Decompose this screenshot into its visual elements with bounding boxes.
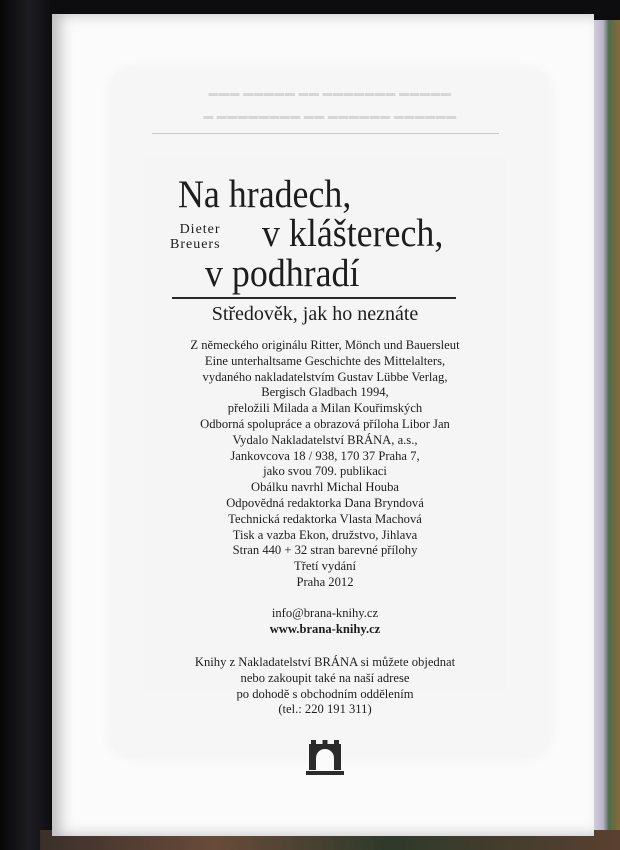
imprint-line: Vydalo Nakladatelství BRÁNA, a.s.,: [232, 432, 418, 447]
imprint-line: Odborná spolupráce a obrazová příloha Libor Jan: [200, 416, 450, 431]
order-note-line: po dohodě s obchodním oddělením: [236, 686, 414, 701]
top-divider: [152, 133, 499, 134]
imprint-line: přeložili Milada a Milan Kouřimských: [227, 401, 423, 416]
imprint-line: Obálku navrhl Michal Houba: [251, 480, 399, 495]
book-subtitle: Středověk, jak ho neznáte: [211, 303, 419, 325]
imprint-line: Třetí vydání: [294, 559, 356, 574]
contact-block: [140, 606, 510, 638]
imprint-line: vydaného nakladatelstvím Gustav Lübbe Verlag,: [202, 369, 448, 384]
publisher-email: info@brana-knihy.cz: [271, 606, 379, 620]
order-note-line: Knihy z Nakladatelství BRÁNA si můžete objednat: [194, 655, 456, 669]
show-through-text-1: ▬▬▬ ▬▬▬▬▬ ▬▬ ▬▬▬▬▬▬▬ ▬▬▬▬▬: [208, 88, 452, 99]
imprint-line: Z německého originálu Ritter, Mönch und Bauersleut: [190, 338, 460, 352]
imprint-line: Praha 2012: [296, 574, 354, 589]
order-note-line: (tel.: 220 191 311): [278, 702, 372, 717]
imprint-line: Jankovcova 18 / 938, 170 37 Praha 7,: [230, 448, 420, 463]
publisher-website: www.brana-knihy.cz: [269, 621, 381, 636]
book-title-line-2: v klášterech,: [262, 212, 444, 255]
brana-gate-icon: [306, 738, 344, 776]
imprint-line: jako svou 709. publikaci: [263, 464, 387, 479]
imprint-line: Bergisch Gladbach 1994,: [261, 385, 389, 400]
book-cover-edge: [592, 20, 620, 835]
order-note-block: [140, 655, 510, 718]
book-title-line-3: v podhradí: [205, 252, 360, 295]
order-note-line: nebo zakoupit také na naší adrese: [240, 670, 410, 685]
imprint-line: Tisk a vazba Ekon, družstvo, Jihlava: [232, 527, 418, 542]
author-name: [170, 222, 221, 252]
imprint-line: Eine unterhaltsame Geschichte des Mittelalters,: [204, 353, 446, 368]
imprint-line: Odpovědná redaktorka Dana Bryndová: [226, 495, 424, 510]
book-spine-shadow: [0, 0, 50, 850]
author-first-name: Dieter: [179, 222, 221, 237]
imprint-block: [140, 338, 510, 591]
imprint-line: Technická redaktorka Vlasta Machová: [228, 511, 422, 526]
title-underline: [172, 297, 456, 299]
imprint-line: Stran 440 + 32 stran barevné přílohy: [232, 543, 418, 558]
show-through-text-2: ▬ ▬▬▬▬▬▬▬▬ ▬▬ ▬▬▬▬▬▬ ▬▬▬▬▬▬: [203, 111, 457, 122]
book-title-line-1: Na hradech,: [178, 173, 352, 216]
author-last-name: Breuers: [170, 237, 221, 252]
